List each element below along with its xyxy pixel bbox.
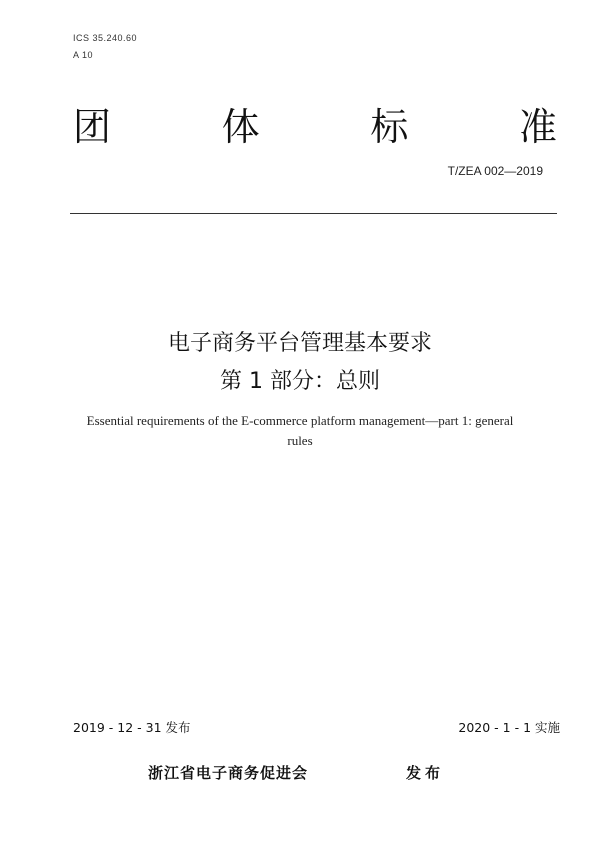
issuer-name: 浙江省电子商务促进会 <box>148 764 309 782</box>
title-english-line-1: Essential requirements of the E-commerce platform management—part 1: general <box>86 413 514 428</box>
classification-codes <box>73 30 137 64</box>
title-english-line-2: rules <box>287 433 313 448</box>
title-chinese-line-2: 第 1 部分：总则 <box>220 369 380 394</box>
standard-type-char-3: 标 <box>370 105 409 149</box>
standard-type-char-1: 团 <box>73 105 112 149</box>
ics-code: ICS 35.240.60 <box>73 33 138 43</box>
standard-type-char-4: 准 <box>518 105 557 149</box>
title-chinese-line-1: 电子商务平台管理基本要求 <box>167 331 432 356</box>
standard-type-char-2: 体 <box>221 105 260 149</box>
ccs-code: A 10 <box>73 50 94 60</box>
standard-type-heading <box>73 97 557 157</box>
header-divider <box>70 213 557 214</box>
standard-number: T/ZEA 002—2019 <box>447 164 543 178</box>
title-english <box>60 411 540 451</box>
issuer-action: 发布 <box>406 764 445 782</box>
implementation-date: 2020 - 1 - 1 实施 <box>458 720 560 735</box>
issue-date: 2019 - 12 - 31 发布 <box>73 720 191 735</box>
